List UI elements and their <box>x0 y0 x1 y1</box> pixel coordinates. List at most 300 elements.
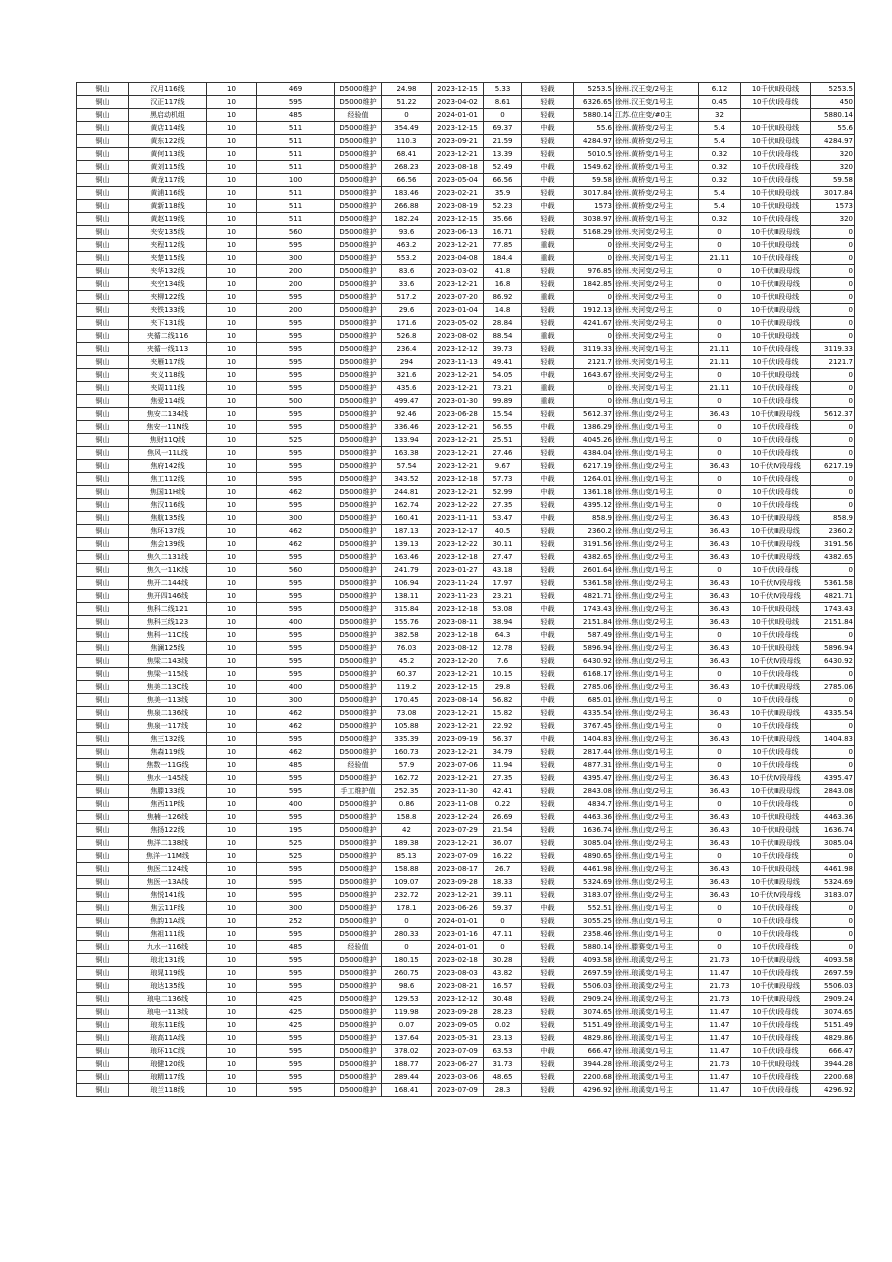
cell-rated-capacity: 595 <box>257 928 335 941</box>
table-row <box>77 954 855 967</box>
cell-voltage: 10 <box>207 356 257 369</box>
cell-bus: 10千伏Ⅲ段母线 <box>741 525 811 538</box>
cell-county: 铜山 <box>77 642 129 655</box>
cell-date: 2023-12-18 <box>432 551 484 564</box>
table-row <box>77 473 855 486</box>
cell-bus: 10千伏Ⅰ段母线 <box>741 850 811 863</box>
cell-rated-capacity: 595 <box>257 967 335 980</box>
cell-voltage: 10 <box>207 187 257 200</box>
cell-available-capacity: 666.47 <box>574 1045 614 1058</box>
cell-date: 2023-06-26 <box>432 902 484 915</box>
cell-available-capacity: 2121.7 <box>574 356 614 369</box>
cell-source: D5000维护 <box>335 421 382 434</box>
cell-load-status: 轻载 <box>522 1071 574 1084</box>
cell-bus: 10千伏Ⅰ段母线 <box>741 148 811 161</box>
cell-rated-capacity: 462 <box>257 486 335 499</box>
cell-line-name: 夹循二线116 <box>129 330 207 343</box>
cell-voltage: 10 <box>207 772 257 785</box>
cell-line-name: 焦西11P线 <box>129 798 207 811</box>
cell-rated-capacity: 485 <box>257 759 335 772</box>
cell-bus: 10千伏Ⅰ段母线 <box>741 356 811 369</box>
cell-load-rate: 86.92 <box>484 291 522 304</box>
cell-available-capacity: 3017.84 <box>574 187 614 200</box>
cell-load: 57.9 <box>382 759 432 772</box>
cell-date: 2024-01-01 <box>432 941 484 954</box>
cell-rated-capacity: 595 <box>257 577 335 590</box>
cell-load-status: 轻载 <box>522 1019 574 1032</box>
cell-load: 162.74 <box>382 499 432 512</box>
cell-transformer-capacity: 21.11 <box>699 382 741 395</box>
cell-open-capacity: 2200.68 <box>811 1071 855 1084</box>
cell-open-capacity: 4821.71 <box>811 590 855 603</box>
cell-source: D5000维护 <box>335 1045 382 1058</box>
cell-line-name: 焦安二134线 <box>129 408 207 421</box>
cell-date: 2023-02-18 <box>432 954 484 967</box>
cell-transformer: 徐州.焦山变/1号主 <box>614 694 699 707</box>
cell-load-rate: 18.33 <box>484 876 522 889</box>
cell-county: 铜山 <box>77 226 129 239</box>
table-row <box>77 447 855 460</box>
cell-bus: 10千伏Ⅰ段母线 <box>741 343 811 356</box>
cell-transformer-capacity: 0 <box>699 304 741 317</box>
cell-source: D5000维护 <box>335 655 382 668</box>
cell-rated-capacity: 300 <box>257 512 335 525</box>
cell-load-status: 轻载 <box>522 655 574 668</box>
cell-open-capacity: 320 <box>811 161 855 174</box>
cell-load-status: 轻载 <box>522 343 574 356</box>
cell-rated-capacity: 300 <box>257 694 335 707</box>
cell-source: D5000维护 <box>335 187 382 200</box>
cell-date: 2023-11-23 <box>432 590 484 603</box>
cell-rated-capacity: 595 <box>257 1045 335 1058</box>
cell-transformer: 徐州.黄桥变/2号主 <box>614 187 699 200</box>
cell-line-name: 焦安一11N线 <box>129 421 207 434</box>
cell-source: D5000维护 <box>335 1058 382 1071</box>
cell-rated-capacity: 425 <box>257 993 335 1006</box>
cell-bus: 10千伏Ⅲ段母线 <box>741 304 811 317</box>
cell-load-status: 轻载 <box>522 551 574 564</box>
cell-source: D5000维护 <box>335 317 382 330</box>
cell-county: 铜山 <box>77 291 129 304</box>
cell-available-capacity: 976.85 <box>574 265 614 278</box>
cell-date: 2023-08-02 <box>432 330 484 343</box>
cell-load-rate: 52.23 <box>484 200 522 213</box>
cell-voltage: 10 <box>207 720 257 733</box>
cell-transformer-capacity: 36.43 <box>699 512 741 525</box>
cell-load: 66.56 <box>382 174 432 187</box>
cell-transformer-capacity: 0 <box>699 564 741 577</box>
cell-line-name: 琅电一113线 <box>129 1006 207 1019</box>
cell-load: 60.37 <box>382 668 432 681</box>
cell-load-rate: 9.67 <box>484 460 522 473</box>
cell-load-rate: 7.6 <box>484 655 522 668</box>
cell-bus: 10千伏Ⅰ段母线 <box>741 928 811 941</box>
cell-date: 2023-12-21 <box>432 369 484 382</box>
cell-date: 2023-09-05 <box>432 1019 484 1032</box>
cell-load-rate: 11.94 <box>484 759 522 772</box>
table-row <box>77 525 855 538</box>
cell-line-name: 夹空134线 <box>129 278 207 291</box>
cell-line-name: 黄新118线 <box>129 200 207 213</box>
cell-open-capacity: 4829.86 <box>811 1032 855 1045</box>
cell-source: D5000维护 <box>335 902 382 915</box>
cell-load: 463.2 <box>382 239 432 252</box>
cell-rated-capacity: 595 <box>257 330 335 343</box>
cell-date: 2023-12-20 <box>432 655 484 668</box>
cell-line-name: 琅晁119线 <box>129 967 207 980</box>
cell-transformer-capacity: 21.73 <box>699 993 741 1006</box>
table-row <box>77 1032 855 1045</box>
cell-rated-capacity: 425 <box>257 1019 335 1032</box>
cell-bus: 10千伏Ⅰ段母线 <box>741 564 811 577</box>
cell-load: 129.53 <box>382 993 432 1006</box>
cell-bus: 10千伏Ⅰ段母线 <box>741 473 811 486</box>
cell-load: 336.46 <box>382 421 432 434</box>
cell-transformer-capacity: 5.4 <box>699 135 741 148</box>
cell-load: 517.2 <box>382 291 432 304</box>
cell-county: 铜山 <box>77 200 129 213</box>
cell-bus: 10千伏Ⅱ段母线 <box>741 239 811 252</box>
table-row <box>77 187 855 200</box>
cell-load-status: 轻载 <box>522 408 574 421</box>
cell-county: 铜山 <box>77 213 129 226</box>
cell-load: 499.47 <box>382 395 432 408</box>
table-row <box>77 668 855 681</box>
cell-voltage: 10 <box>207 161 257 174</box>
cell-rated-capacity: 485 <box>257 941 335 954</box>
cell-load: 160.41 <box>382 512 432 525</box>
cell-available-capacity: 5506.03 <box>574 980 614 993</box>
table-body <box>77 83 855 1097</box>
cell-load-status: 轻载 <box>522 941 574 954</box>
cell-source: D5000维护 <box>335 1032 382 1045</box>
cell-available-capacity: 5880.14 <box>574 941 614 954</box>
cell-rated-capacity: 595 <box>257 421 335 434</box>
cell-source: D5000维护 <box>335 1006 382 1019</box>
cell-county: 铜山 <box>77 265 129 278</box>
cell-voltage: 10 <box>207 304 257 317</box>
cell-line-name: 焦梁二143线 <box>129 655 207 668</box>
cell-date: 2023-09-21 <box>432 135 484 148</box>
cell-load-rate: 63.53 <box>484 1045 522 1058</box>
cell-bus: 10千伏Ⅰ段母线 <box>741 96 811 109</box>
cell-transformer-capacity: 21.73 <box>699 1058 741 1071</box>
cell-transformer: 徐州.黄桥变/2号主 <box>614 200 699 213</box>
cell-rated-capacity: 525 <box>257 850 335 863</box>
cell-load: 294 <box>382 356 432 369</box>
table-row <box>77 915 855 928</box>
cell-load: 98.6 <box>382 980 432 993</box>
cell-voltage: 10 <box>207 148 257 161</box>
cell-open-capacity: 2909.24 <box>811 993 855 1006</box>
table-row <box>77 772 855 785</box>
table-row <box>77 421 855 434</box>
cell-transformer: 徐州.焦山变/2号主 <box>614 538 699 551</box>
cell-open-capacity: 5506.03 <box>811 980 855 993</box>
cell-transformer: 徐州.汉王变/2号主 <box>614 83 699 96</box>
cell-rated-capacity: 195 <box>257 824 335 837</box>
cell-transformer: 徐州.琅溪变/2号主 <box>614 954 699 967</box>
table-row <box>77 720 855 733</box>
cell-load-status: 中载 <box>522 694 574 707</box>
table-row <box>77 330 855 343</box>
cell-transformer-capacity: 36.43 <box>699 551 741 564</box>
cell-transformer-capacity: 21.73 <box>699 980 741 993</box>
cell-available-capacity: 3767.45 <box>574 720 614 733</box>
cell-source: D5000维护 <box>335 772 382 785</box>
cell-line-name: 黄店114线 <box>129 122 207 135</box>
cell-available-capacity: 4093.58 <box>574 954 614 967</box>
cell-county: 铜山 <box>77 1071 129 1084</box>
cell-open-capacity: 0 <box>811 421 855 434</box>
cell-available-capacity: 685.01 <box>574 694 614 707</box>
cell-available-capacity: 0 <box>574 330 614 343</box>
cell-available-capacity: 5151.49 <box>574 1019 614 1032</box>
cell-transformer-capacity: 0 <box>699 694 741 707</box>
cell-load: 29.6 <box>382 304 432 317</box>
cell-rated-capacity: 595 <box>257 954 335 967</box>
cell-transformer-capacity: 11.47 <box>699 1084 741 1097</box>
cell-load-status: 中载 <box>522 200 574 213</box>
cell-load-status: 轻载 <box>522 265 574 278</box>
cell-rated-capacity: 595 <box>257 668 335 681</box>
cell-date: 2023-01-30 <box>432 395 484 408</box>
cell-voltage: 10 <box>207 759 257 772</box>
cell-line-name: 夹程112线 <box>129 239 207 252</box>
cell-load: 163.38 <box>382 447 432 460</box>
cell-transformer-capacity: 0 <box>699 291 741 304</box>
cell-line-name: 焦国11H线 <box>129 486 207 499</box>
cell-load: 232.72 <box>382 889 432 902</box>
cell-transformer: 徐州.焦山变/1号主 <box>614 434 699 447</box>
cell-bus: 10千伏Ⅰ段母线 <box>741 213 811 226</box>
cell-transformer: 徐州.琅溪变/1号主 <box>614 1032 699 1045</box>
table-row <box>77 239 855 252</box>
cell-transformer-capacity: 0 <box>699 330 741 343</box>
cell-open-capacity: 0 <box>811 369 855 382</box>
cell-load-status: 轻载 <box>522 837 574 850</box>
cell-bus: 10千伏Ⅰ段母线 <box>741 434 811 447</box>
cell-bus: 10千伏Ⅰ段母线 <box>741 915 811 928</box>
cell-date: 2023-12-21 <box>432 148 484 161</box>
table-row <box>77 174 855 187</box>
cell-voltage: 10 <box>207 564 257 577</box>
cell-date: 2023-12-21 <box>432 421 484 434</box>
cell-transformer: 徐州.焦山变/1号主 <box>614 850 699 863</box>
cell-load: 119.2 <box>382 681 432 694</box>
cell-available-capacity: 5896.94 <box>574 642 614 655</box>
cell-open-capacity: 5151.49 <box>811 1019 855 1032</box>
table-row <box>77 304 855 317</box>
cell-rated-capacity: 511 <box>257 200 335 213</box>
cell-rated-capacity: 595 <box>257 1071 335 1084</box>
cell-county: 铜山 <box>77 811 129 824</box>
cell-load-rate: 12.78 <box>484 642 522 655</box>
cell-source: D5000维护 <box>335 226 382 239</box>
cell-load-status: 轻载 <box>522 798 574 811</box>
cell-voltage: 10 <box>207 1058 257 1071</box>
cell-county: 铜山 <box>77 447 129 460</box>
cell-available-capacity: 1842.85 <box>574 278 614 291</box>
cell-transformer-capacity: 36.43 <box>699 642 741 655</box>
cell-bus: 10千伏Ⅲ段母线 <box>741 954 811 967</box>
table-row <box>77 993 855 1006</box>
cell-load: 236.4 <box>382 343 432 356</box>
cell-load-status: 轻载 <box>522 889 574 902</box>
cell-load: 57.54 <box>382 460 432 473</box>
cell-load: 0 <box>382 109 432 122</box>
cell-bus: 10千伏Ⅱ段母线 <box>741 616 811 629</box>
cell-load-status: 轻载 <box>522 460 574 473</box>
cell-open-capacity: 5253.5 <box>811 83 855 96</box>
cell-load-rate: 27.47 <box>484 551 522 564</box>
cell-bus: 10千伏Ⅰ段母线 <box>741 1084 811 1097</box>
cell-line-name: 焦洋二138线 <box>129 837 207 850</box>
cell-rated-capacity: 595 <box>257 980 335 993</box>
cell-voltage: 10 <box>207 265 257 278</box>
cell-rated-capacity: 469 <box>257 83 335 96</box>
cell-date: 2024-01-01 <box>432 915 484 928</box>
cell-load-status: 轻载 <box>522 746 574 759</box>
cell-rated-capacity: 560 <box>257 564 335 577</box>
cell-load: 163.46 <box>382 551 432 564</box>
cell-transformer-capacity: 36.43 <box>699 538 741 551</box>
cell-line-name: 焦科一11C线 <box>129 629 207 642</box>
cell-transformer-capacity: 0 <box>699 798 741 811</box>
cell-available-capacity: 587.49 <box>574 629 614 642</box>
cell-source: D5000维护 <box>335 863 382 876</box>
cell-county: 铜山 <box>77 720 129 733</box>
cell-line-name: 焦财11Q线 <box>129 434 207 447</box>
cell-load-status: 轻载 <box>522 824 574 837</box>
cell-open-capacity: 3017.84 <box>811 187 855 200</box>
cell-county: 铜山 <box>77 772 129 785</box>
table-row <box>77 681 855 694</box>
cell-load-status: 轻载 <box>522 863 574 876</box>
cell-open-capacity: 3085.04 <box>811 837 855 850</box>
cell-rated-capacity: 100 <box>257 174 335 187</box>
cell-transformer-capacity: 36.43 <box>699 681 741 694</box>
cell-load-rate: 26.69 <box>484 811 522 824</box>
table-row <box>77 967 855 980</box>
cell-county: 铜山 <box>77 577 129 590</box>
cell-county: 铜山 <box>77 915 129 928</box>
cell-load-rate: 15.54 <box>484 408 522 421</box>
cell-load-status: 轻载 <box>522 811 574 824</box>
cell-open-capacity: 3183.07 <box>811 889 855 902</box>
cell-load: 187.13 <box>382 525 432 538</box>
cell-source: D5000维护 <box>335 447 382 460</box>
cell-line-name: 琅健120线 <box>129 1058 207 1071</box>
cell-source: D5000维护 <box>335 148 382 161</box>
cell-load-rate: 15.82 <box>484 707 522 720</box>
cell-source: D5000维护 <box>335 694 382 707</box>
cell-rated-capacity: 595 <box>257 772 335 785</box>
cell-load-status: 轻载 <box>522 876 574 889</box>
cell-available-capacity: 4384.04 <box>574 447 614 460</box>
cell-bus: 10千伏Ⅳ段母线 <box>741 590 811 603</box>
cell-bus: 10千伏Ⅰ段母线 <box>741 161 811 174</box>
cell-date: 2023-11-24 <box>432 577 484 590</box>
cell-bus: 10千伏Ⅱ段母线 <box>741 811 811 824</box>
cell-bus: 10千伏Ⅰ段母线 <box>741 694 811 707</box>
cell-open-capacity: 4093.58 <box>811 954 855 967</box>
cell-load: 139.13 <box>382 538 432 551</box>
cell-transformer-capacity: 0.32 <box>699 174 741 187</box>
cell-load-status: 中载 <box>522 902 574 915</box>
cell-transformer: 徐州.琅溪变/1号主 <box>614 967 699 980</box>
cell-voltage: 10 <box>207 174 257 187</box>
cell-bus: 10千伏Ⅲ段母线 <box>741 317 811 330</box>
cell-available-capacity: 0 <box>574 395 614 408</box>
cell-open-capacity: 0 <box>811 252 855 265</box>
cell-open-capacity: 4296.92 <box>811 1084 855 1097</box>
cell-line-name: 琅兰118线 <box>129 1084 207 1097</box>
cell-load: 321.6 <box>382 369 432 382</box>
cell-load-status: 轻载 <box>522 915 574 928</box>
cell-open-capacity: 3944.28 <box>811 1058 855 1071</box>
table-row <box>77 252 855 265</box>
cell-bus: 10千伏Ⅰ段母线 <box>741 1045 811 1058</box>
cell-load-status: 轻载 <box>522 928 574 941</box>
cell-transformer-capacity: 11.47 <box>699 1032 741 1045</box>
cell-transformer-capacity: 0 <box>699 629 741 642</box>
cell-transformer-capacity: 36.43 <box>699 577 741 590</box>
cell-load-status: 轻载 <box>522 278 574 291</box>
cell-transformer: 徐州.焦山变/2号主 <box>614 590 699 603</box>
cell-voltage: 10 <box>207 915 257 928</box>
cell-open-capacity: 3191.56 <box>811 538 855 551</box>
cell-voltage: 10 <box>207 200 257 213</box>
cell-open-capacity: 4395.47 <box>811 772 855 785</box>
cell-load-rate: 53.08 <box>484 603 522 616</box>
cell-date: 2023-03-02 <box>432 265 484 278</box>
cell-open-capacity: 0 <box>811 473 855 486</box>
cell-source: D5000维护 <box>335 577 382 590</box>
cell-load-status: 轻载 <box>522 499 574 512</box>
cell-load-status: 中载 <box>522 174 574 187</box>
cell-load-rate: 56.82 <box>484 694 522 707</box>
cell-load-status: 轻载 <box>522 668 574 681</box>
cell-available-capacity: 5010.5 <box>574 148 614 161</box>
cell-transformer: 徐州.焦山变/2号主 <box>614 408 699 421</box>
cell-date: 2023-05-04 <box>432 174 484 187</box>
cell-county: 铜山 <box>77 616 129 629</box>
cell-voltage: 10 <box>207 1084 257 1097</box>
cell-date: 2023-12-21 <box>432 772 484 785</box>
cell-line-name: 焦数一11G线 <box>129 759 207 772</box>
cell-load-status: 轻载 <box>522 720 574 733</box>
cell-open-capacity: 0 <box>811 434 855 447</box>
cell-transformer: 徐州.琅溪变/1号主 <box>614 1006 699 1019</box>
cell-date: 2023-12-21 <box>432 837 484 850</box>
cell-open-capacity: 4284.97 <box>811 135 855 148</box>
cell-date: 2023-09-28 <box>432 876 484 889</box>
cell-rated-capacity: 462 <box>257 746 335 759</box>
cell-source: D5000维护 <box>335 733 382 746</box>
cell-date: 2023-12-21 <box>432 382 484 395</box>
cell-load-rate: 10.15 <box>484 668 522 681</box>
cell-load: 105.88 <box>382 720 432 733</box>
cell-available-capacity: 6168.17 <box>574 668 614 681</box>
cell-transformer: 徐州.焦山变/1号主 <box>614 798 699 811</box>
cell-transformer: 徐州.焦山变/2号主 <box>614 772 699 785</box>
cell-transformer: 徐州.焦山变/2号主 <box>614 863 699 876</box>
cell-date: 2023-12-21 <box>432 278 484 291</box>
cell-load-status: 中载 <box>522 512 574 525</box>
cell-open-capacity: 6430.92 <box>811 655 855 668</box>
cell-bus: 10千伏Ⅲ段母线 <box>741 681 811 694</box>
